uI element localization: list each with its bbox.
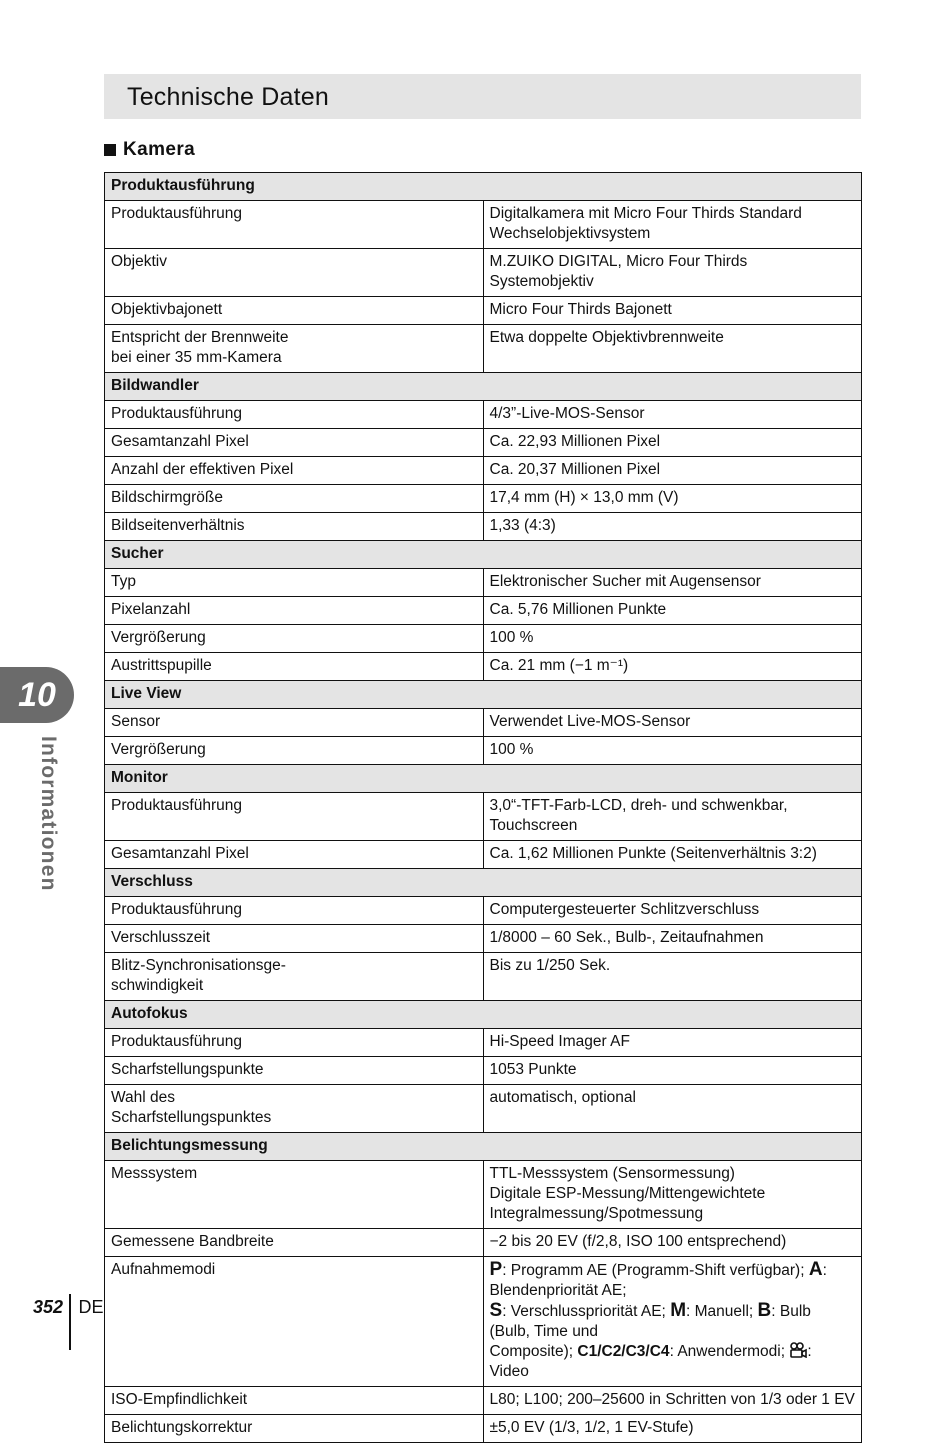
chapter-number: 10 xyxy=(18,675,56,714)
spec-label: Entspricht der Brennweite bei einer 35 mm-Kamera xyxy=(105,325,484,373)
spec-label: Vergrößerung xyxy=(105,625,484,653)
section-heading xyxy=(104,138,195,162)
group-header-row xyxy=(105,681,862,709)
spec-label: Austrittspupille xyxy=(105,653,484,681)
spec-label: ISO-Empfindlichkeit xyxy=(105,1387,484,1415)
spec-row xyxy=(105,625,862,653)
group-title: Produktausführung xyxy=(105,173,862,201)
spec-value: 100 % xyxy=(483,625,862,653)
section-heading-text: Kamera xyxy=(123,139,196,160)
mode-symbol: M xyxy=(670,1300,687,1321)
spec-value: Digitalkamera mit Micro Four Thirds Standard Wechselobjektivsystem xyxy=(483,201,862,249)
spec-value: Ca. 22,93 Millionen Pixel xyxy=(483,429,862,457)
spec-label: Vergrößerung xyxy=(105,737,484,765)
square-bullet-icon xyxy=(104,144,116,156)
spec-label: Anzahl der effektiven Pixel xyxy=(105,457,484,485)
chapter-label: Informationen xyxy=(37,736,60,892)
spec-row xyxy=(105,297,862,325)
spec-value: −2 bis 20 EV (f/2,8, ISO 100 entsprechend) xyxy=(483,1229,862,1257)
mode-symbol: A xyxy=(808,1259,823,1280)
language-code: DE xyxy=(78,1297,104,1317)
group-header-row xyxy=(105,765,862,793)
spec-value: Etwa doppelte Objektivbrennweite xyxy=(483,325,862,373)
spec-row xyxy=(105,1057,862,1085)
spec-row xyxy=(105,897,862,925)
spec-value: Bis zu 1/250 Sek. xyxy=(483,953,862,1001)
page-number: 352 xyxy=(33,1297,64,1317)
spec-value: 100 % xyxy=(483,737,862,765)
spec-label: Sensor xyxy=(105,709,484,737)
spec-row xyxy=(105,201,862,249)
spec-value: 4/3”-Live-MOS-Sensor xyxy=(483,401,862,429)
spec-row xyxy=(105,457,862,485)
group-title: Autofokus xyxy=(105,1001,862,1029)
group-header-row xyxy=(105,173,862,201)
group-title: Bildwandler xyxy=(105,373,862,401)
spec-row xyxy=(105,249,862,297)
spec-row xyxy=(105,569,862,597)
group-header-row xyxy=(105,1133,862,1161)
spec-value: Micro Four Thirds Bajonett xyxy=(483,297,862,325)
spec-row xyxy=(105,653,862,681)
movie-camera-icon xyxy=(789,1342,807,1358)
spec-label: Gemessene Bandbreite xyxy=(105,1229,484,1257)
spec-label: Pixelanzahl xyxy=(105,597,484,625)
group-header-row xyxy=(105,541,862,569)
spec-label: Objektivbajonett xyxy=(105,297,484,325)
spec-value: Ca. 1,62 Millionen Punkte (Seitenverhältnis 3:2) xyxy=(483,841,862,869)
spec-table xyxy=(104,172,862,1443)
spec-value: M.ZUIKO DIGITAL, Micro Four Thirds Systemobjektiv xyxy=(483,249,862,297)
spec-row xyxy=(105,485,862,513)
spec-label: Belichtungskorrektur xyxy=(105,1415,484,1443)
group-title: Belichtungsmessung xyxy=(105,1133,862,1161)
footer-divider xyxy=(69,1294,71,1350)
spec-row xyxy=(105,709,862,737)
spec-row xyxy=(105,1415,862,1443)
spec-value: Ca. 5,76 Millionen Punkte xyxy=(483,597,862,625)
spec-label: Aufnahmemodi xyxy=(105,1257,484,1387)
spec-row xyxy=(105,597,862,625)
spec-label: Bildseitenverhältnis xyxy=(105,513,484,541)
spec-label: Produktausführung xyxy=(105,793,484,841)
spec-row xyxy=(105,513,862,541)
group-title: Verschluss xyxy=(105,869,862,897)
spec-label: Produktausführung xyxy=(105,401,484,429)
group-title: Monitor xyxy=(105,765,862,793)
page-footer xyxy=(33,1294,104,1350)
mode-symbol: B xyxy=(757,1300,772,1321)
spec-row xyxy=(105,925,862,953)
spec-row xyxy=(105,1387,862,1415)
spec-value: Ca. 21 mm (−1 m⁻¹) xyxy=(483,653,862,681)
group-header-row xyxy=(105,1001,862,1029)
spec-value: TTL-Messsystem (Sensormessung) Digitale ESP-Messung/Mittengewichtete Integralmessung/Spotmessung xyxy=(483,1161,862,1229)
page-title: Technische Daten xyxy=(127,83,329,111)
spec-row xyxy=(105,793,862,841)
spec-label: Gesamtanzahl Pixel xyxy=(105,841,484,869)
spec-value: Verwendet Live-MOS-Sensor xyxy=(483,709,862,737)
chapter-tab xyxy=(0,667,74,723)
spec-value: P: Programm AE (Programm-Shift verfügbar); A: Blendenpriorität AE; S: Verschlusspriorität AE; M: Manuell; B: Bulb (Bulb, Time und Composite); C1/C2/C3/C4: Anwendermodi; : Video xyxy=(483,1257,862,1387)
spec-value: Computergesteuerter Schlitzverschluss xyxy=(483,897,862,925)
group-header-row xyxy=(105,869,862,897)
spec-value: L80; L100; 200–25600 in Schritten von 1/3 oder 1 EV xyxy=(483,1387,862,1415)
spec-row xyxy=(105,953,862,1001)
spec-label: Messsystem xyxy=(105,1161,484,1229)
spec-value: automatisch, optional xyxy=(483,1085,862,1133)
spec-label: Produktausführung xyxy=(105,897,484,925)
spec-row xyxy=(105,841,862,869)
spec-value: 1053 Punkte xyxy=(483,1057,862,1085)
spec-label: Bildschirmgröße xyxy=(105,485,484,513)
spec-label: Gesamtanzahl Pixel xyxy=(105,429,484,457)
mode-symbol: P xyxy=(489,1259,503,1280)
spec-row xyxy=(105,1029,862,1057)
spec-label: Produktausführung xyxy=(105,201,484,249)
spec-label: Blitz-Synchronisationsge- schwindigkeit xyxy=(105,953,484,1001)
spec-label: Objektiv xyxy=(105,249,484,297)
spec-label: Typ xyxy=(105,569,484,597)
group-title: Live View xyxy=(105,681,862,709)
spec-value: 1/8000 – 60 Sek., Bulb-, Zeitaufnahmen xyxy=(483,925,862,953)
spec-row xyxy=(105,325,862,373)
spec-row xyxy=(105,737,862,765)
spec-row xyxy=(105,1229,862,1257)
spec-label: Wahl des Scharfstellungspunktes xyxy=(105,1085,484,1133)
spec-label: Verschlusszeit xyxy=(105,925,484,953)
spec-label: Scharfstellungspunkte xyxy=(105,1057,484,1085)
custom-mode-symbol: C1/C2/C3/C4 xyxy=(577,1343,670,1360)
group-header-row xyxy=(105,373,862,401)
spec-row xyxy=(105,1257,862,1387)
spec-value: Elektronischer Sucher mit Augensensor xyxy=(483,569,862,597)
spec-row xyxy=(105,1161,862,1229)
spec-value: Ca. 20,37 Millionen Pixel xyxy=(483,457,862,485)
spec-value: 1,33 (4:3) xyxy=(483,513,862,541)
spec-value: ±5,0 EV (1/3, 1/2, 1 EV-Stufe) xyxy=(483,1415,862,1443)
spec-row xyxy=(105,401,862,429)
group-title: Sucher xyxy=(105,541,862,569)
spec-value: 3,0“-TFT-Farb-LCD, dreh- und schwenkbar, Touchscreen xyxy=(483,793,862,841)
spec-row xyxy=(105,1085,862,1133)
spec-row xyxy=(105,429,862,457)
spec-value: Hi-Speed Imager AF xyxy=(483,1029,862,1057)
spec-label: Produktausführung xyxy=(105,1029,484,1057)
spec-value: 17,4 mm (H) × 13,0 mm (V) xyxy=(483,485,862,513)
mode-symbol: S xyxy=(489,1300,503,1321)
title-bar xyxy=(104,74,861,119)
